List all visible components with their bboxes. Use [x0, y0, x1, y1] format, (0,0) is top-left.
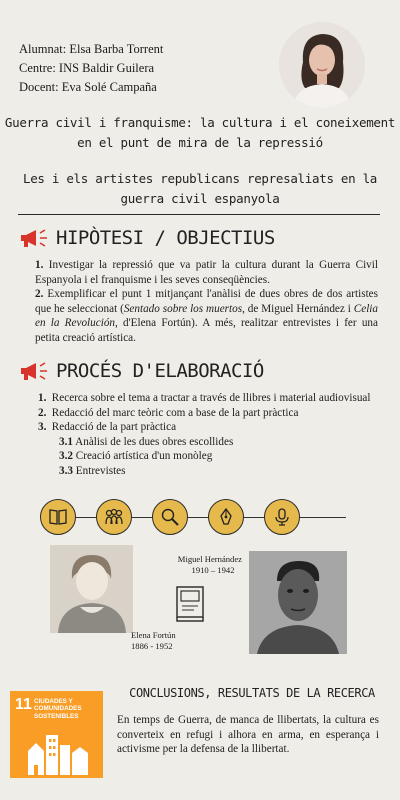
elena-caption	[131, 630, 211, 652]
work-title-1: Sentado sobre los muertos	[123, 302, 243, 315]
p2-text-a: Exemplificar el punt 1 mitjançant l'anàlisi de dues obres de dos artistes que he seleccionat (	[35, 288, 378, 315]
conclusions-text: En temps de Guerra, de manca de llibertats, la cultura es converteix en refugi i alhora en arma, en esperança i activisme per la defensa de la llibertat.	[117, 714, 379, 755]
school-line: Centre: INS Baldir Guilera	[19, 61, 155, 75]
conclusions-heading: CONCLUSIONS, RESULTATS DE LA RECERCA	[129, 686, 375, 700]
hypothesis-heading-text: HIPÒTESI / OBJECTIUS	[56, 227, 275, 249]
sdg-number: 11	[15, 696, 32, 713]
author-info	[19, 40, 163, 97]
p1-number: 1.	[35, 259, 44, 271]
list-item: 3.3 Entrevistes	[59, 464, 126, 477]
subtitle: Les i els artistes republicans represaliats en la guerra civil espanyola	[22, 171, 378, 206]
pen-nib-icon	[208, 499, 244, 535]
process-steps	[38, 391, 378, 478]
elena-years: 1886 - 1952	[131, 641, 173, 651]
author-photo	[279, 22, 365, 108]
sdg-label: CIUDADES Y COMUNIDADES SOSTENIBLES	[34, 698, 82, 720]
list-item: 1. Recerca sobre el tema a tractar a través de llibres i material audiovisual	[38, 392, 371, 404]
book-search-icon	[40, 499, 76, 535]
miguel-years: 1910 – 1942	[191, 565, 235, 575]
city-buildings-icon	[24, 723, 90, 775]
miguel-name: Miguel Hernández	[177, 554, 242, 564]
microphone-icon	[264, 499, 300, 535]
list-item: 3. Redacció de la part pràctica	[38, 421, 177, 433]
miguel-caption	[170, 554, 242, 576]
process-heading-text: PROCÉS D'ELABORACIÓ	[56, 360, 264, 382]
p1-text: Investigar la repressió que va patir la cultura durant la Guerra Civil Espanyola i el franquisme i les seves conseqüències.	[35, 259, 378, 286]
student-line: Alumnat: Elsa Barba Torrent	[19, 42, 164, 56]
megaphone-icon	[18, 227, 50, 249]
hypothesis-body	[35, 258, 378, 345]
book-icon	[172, 585, 210, 623]
p2-number: 2.	[35, 288, 44, 300]
magnifier-icon	[152, 499, 188, 535]
main-title: Guerra civil i franquisme: la cultura i el coneixement en el punt de mira de la repressió	[4, 115, 396, 150]
group-people-icon	[96, 499, 132, 535]
list-item: 3.2 Creació artística d'un monòleg	[59, 450, 213, 462]
elena-fortun-photo	[50, 545, 133, 633]
work-title-2: Celia en la Revolución	[35, 302, 379, 329]
elena-name: Elena Fortún	[131, 630, 176, 640]
p2-text-b: , de Miguel Hernández i	[242, 302, 354, 315]
hypothesis-heading	[18, 227, 275, 249]
process-timeline	[40, 497, 360, 537]
megaphone-icon	[18, 360, 50, 382]
list-item: 3.1 Anàlisi de les dues obres escollides	[59, 435, 234, 448]
p2-text-c: , d'Elena Fortún). A més, realitzar entrevistes i fer una petita creació artística.	[35, 317, 378, 344]
list-item: 2. Redacció del marc teòric com a base de la part pràctica	[38, 406, 299, 419]
miguel-hernandez-photo	[249, 551, 347, 654]
sdg-11-badge	[10, 691, 103, 778]
teacher-line: Docent: Eva Solé Campaña	[19, 80, 157, 94]
divider-line	[18, 214, 380, 215]
process-heading	[18, 360, 264, 382]
